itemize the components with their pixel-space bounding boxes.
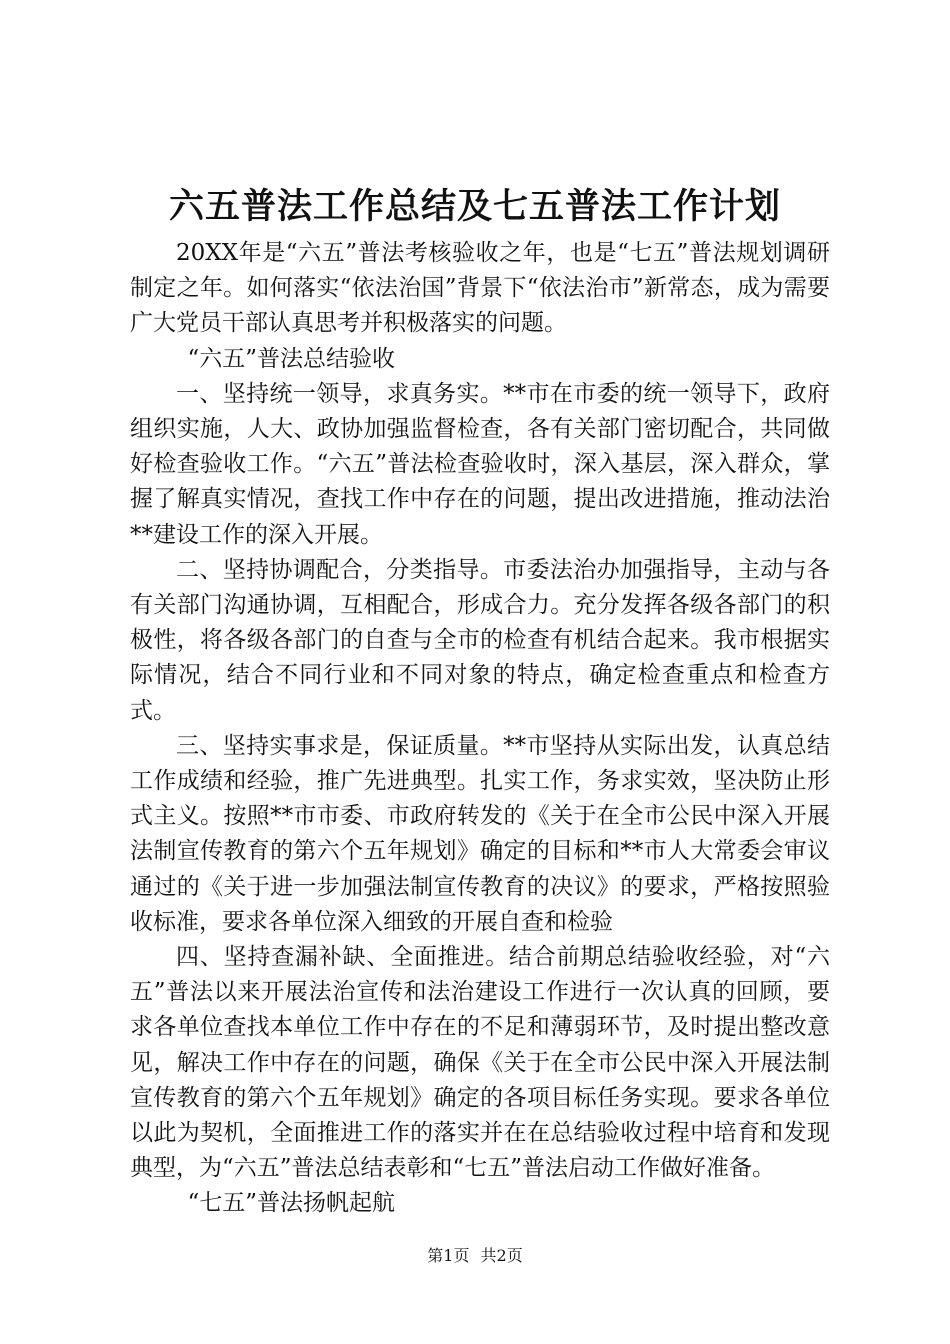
body-paragraph: 三、坚持实事求是，保证质量。**市坚持从实际出发，认真总结工作成绩和经验，推广先进典型。扎实工作，务求实效，坚决防止形式主义。按照**市市委、市政府转发的《关于在全市公民中深入开展法制宣传教育的第六个五年规划》确定的目标和**市人大常委会审议通过的《关于进一步加强法制宣传教育的决议》的要求，严格按照验收标准，要求各单位深入细致的开展自查和检验 — [130, 732, 830, 935]
section-heading: “七五”普法扬帆起航 — [187, 1190, 396, 1217]
body-paragraph: 四、坚持查漏补缺、全面推进。结合前期总结验收经验，对“六五”普法以来开展法治宣传和法治建设工作进行一次认真的回顾，要求各单位查找本单位工作中存在的不足和薄弱环节，及时提出整改意见，解决工作中存在的问题，确保《关于在全市公民中深入开展法制宣传教育的第六个五年规划》确定的各项目标任务实现。要求各单位以此为契机，全面推进工作的落实并在在总结验收过程中培育和发现典型，为“六五”普法总结表彰和“七五”普法启动工作做好准备。 — [130, 944, 830, 1182]
body-paragraph: 二、坚持协调配合，分类指导。市委法治办加强指导，主动与各有关部门沟通协调，互相配合，形成合力。充分发挥各级各部门的积极性，将各级各部门的自查与全市的检查有机结合起来。我市根据实际情况，结合不同行业和不同对象的特点，确定检查重点和检查方式。 — [130, 556, 830, 724]
page-number: 第1页 — [427, 1246, 470, 1265]
document-body — [130, 236, 830, 1222]
document-title: 六五普法工作总结及七五普法工作计划 — [168, 186, 781, 227]
body-paragraph: 20XX年是“六五”普法考核验收之年，也是“七五”普法规划调研制定之年。如何落实“依法治国”背景下“依法治市”新常态，成为需要广大党员干部认真思考并积极落实的问题。 — [130, 240, 830, 337]
section-heading: “六五”普法总结验收 — [187, 345, 396, 372]
page-footer — [0, 1245, 950, 1267]
body-paragraph: 一、坚持统一领导，求真务实。**市在市委的统一领导下，政府组织实施，人大、政协加强监督检查，各有关部门密切配合，共同做好检查验收工作。“六五”普法检查验收时，深入基层，深入群众，掌握了解真实情况，查找工作中存在的问题，提出改进措施，推动法治**建设工作的深入开展。 — [130, 380, 830, 548]
page-total: 共2页 — [480, 1246, 523, 1265]
